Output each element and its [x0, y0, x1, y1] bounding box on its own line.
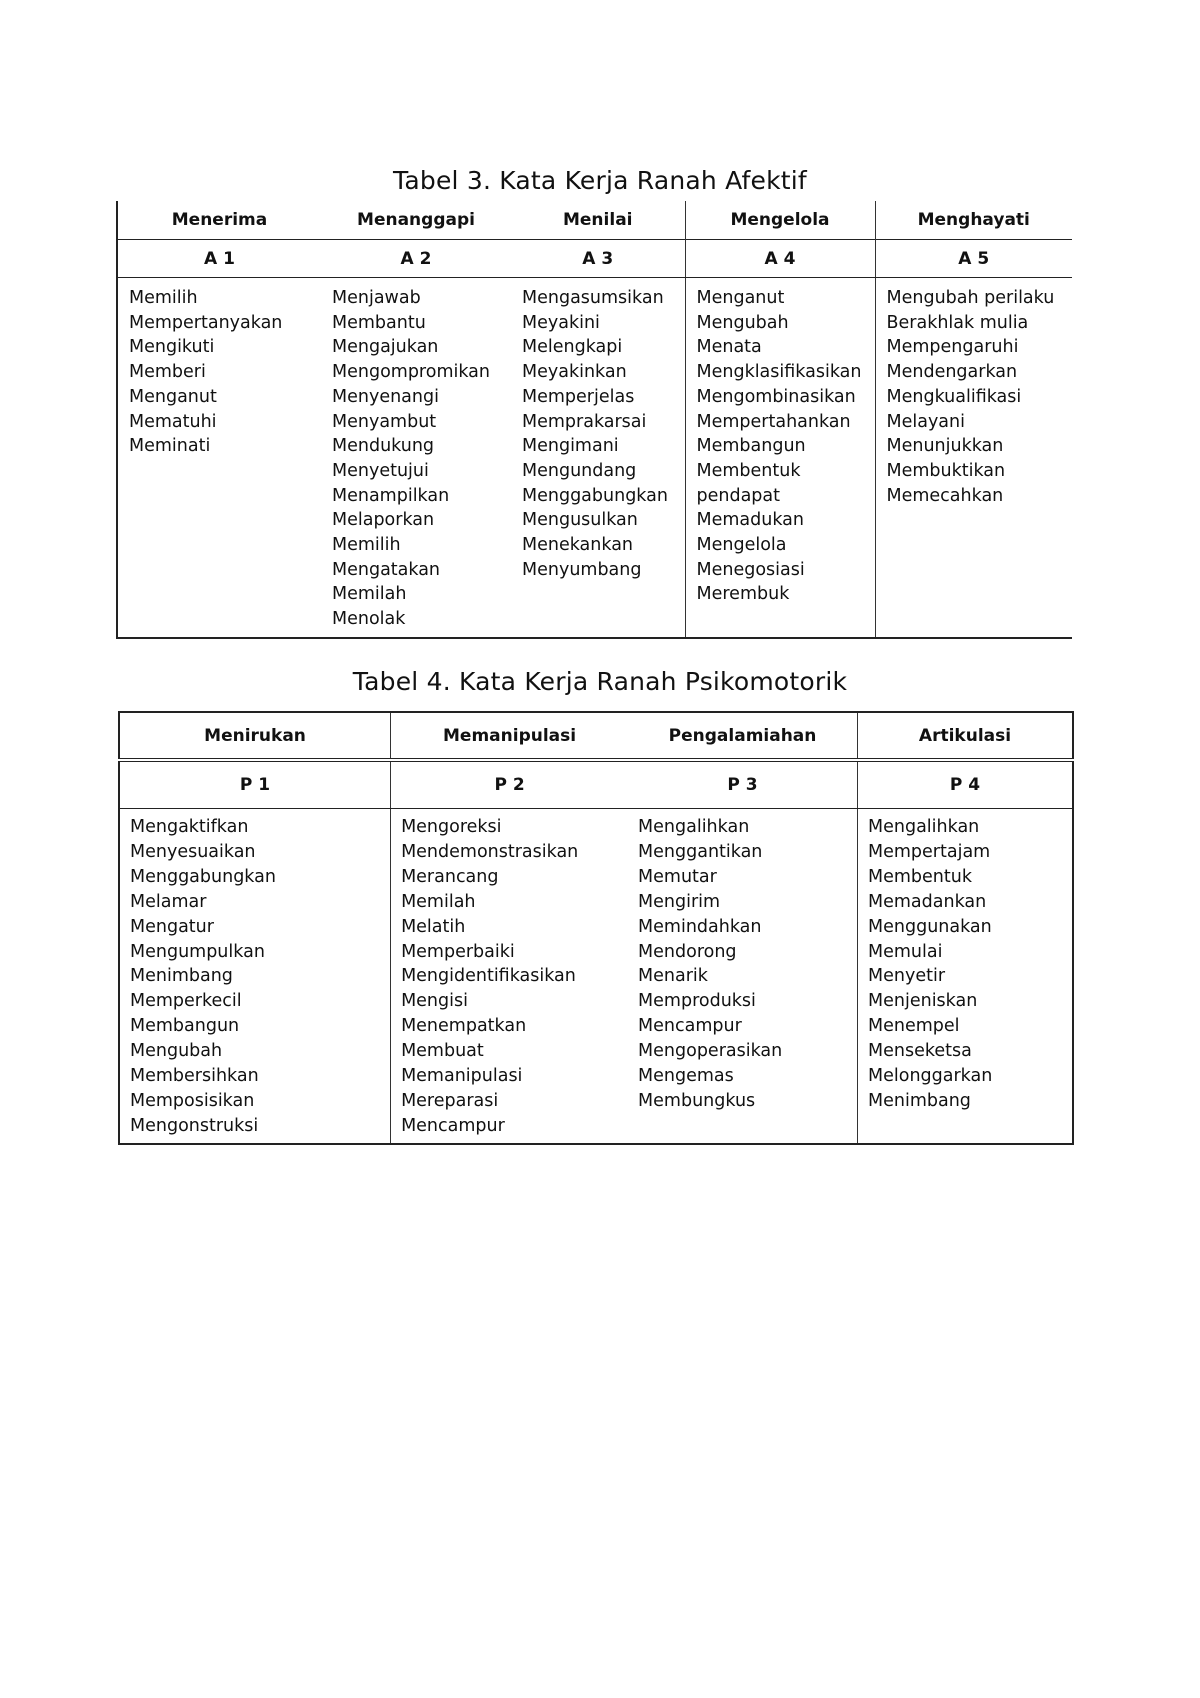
affective-verbs-table: [116, 201, 1072, 639]
verb-item: Melamar: [130, 891, 207, 912]
verb-item: Mempertajam: [868, 841, 991, 862]
table3-word-list: [332, 286, 511, 632]
table4-words-row: [119, 809, 1073, 1145]
table3-header-cell: Menghayati: [917, 210, 1030, 230]
table3-word-list: [887, 286, 1073, 508]
verb-item: Memperjelas: [522, 386, 635, 407]
verb-item: Menarik: [638, 966, 708, 987]
verb-item: Mengoreksi: [401, 817, 502, 837]
verb-item: Mengusulkan: [522, 510, 638, 531]
verb-item: Meyakinkan: [522, 362, 627, 383]
table3-words-row: [117, 278, 1072, 639]
verb-item: Menseketsa: [868, 1041, 972, 1062]
table4-word-list: [638, 815, 857, 1114]
table3-word-list: [522, 286, 685, 582]
verb-item: Mencampur: [638, 1016, 742, 1037]
verb-item: Merancang: [401, 866, 499, 887]
table3-header-cell: Menerima: [117, 201, 321, 240]
table3-code-cell: A 4: [685, 240, 875, 278]
table3-header-cell: Mengelola: [685, 201, 875, 240]
table4-code-cell: P 3: [628, 760, 857, 809]
verb-item: Mendorong: [638, 941, 737, 962]
verb-item: Mengaktifkan: [130, 817, 249, 837]
verb-item: Menempel: [868, 1016, 960, 1037]
verb-item: Membentuk: [868, 866, 972, 887]
table4-title: Tabel 4. Kata Kerja Ranah Psikomotorik: [352, 667, 848, 696]
table3-code-cell: A 2: [321, 240, 511, 278]
verb-item: Mendengarkan: [886, 362, 1018, 383]
verb-item: Memecahkan: [886, 485, 1004, 506]
verb-item: Menimbang: [130, 966, 233, 987]
verb-item: Meyakini: [522, 312, 600, 333]
verb-item: Membangun: [130, 1016, 240, 1037]
verb-item: Mengompromikan: [332, 362, 490, 383]
table3-code-cell: A 5: [875, 240, 1072, 278]
verb-item: Mengumpulkan: [130, 941, 265, 962]
psychomotor-verbs-table: [118, 711, 1074, 1145]
verb-item: Memilah: [401, 891, 476, 912]
verb-item: Menolak: [332, 609, 406, 630]
table3-code-row: [117, 240, 1072, 278]
table4-header-cell: Menirukan: [119, 712, 391, 760]
verb-item: Membersihkan: [130, 1066, 259, 1087]
table3-header-cell: Menilai: [511, 201, 685, 240]
verb-item: Mengasumsikan: [522, 288, 664, 308]
verb-item: Menegosiasi: [696, 559, 805, 580]
verb-item: Merembuk: [696, 584, 790, 605]
table4-header-cell: Memanipulasi: [391, 712, 628, 760]
verb-item: Memilih: [129, 288, 198, 308]
verb-item: Mengisi: [401, 991, 468, 1012]
verb-item: Mengklasifikasikan: [696, 362, 862, 383]
table4-header-cell: Artikulasi: [858, 712, 1073, 760]
table3-header-cell: Menanggapi: [357, 210, 475, 230]
verb-item: Mengundang: [522, 460, 637, 481]
verb-item: Melaporkan: [332, 510, 435, 531]
verb-item: Menggantikan: [638, 841, 763, 862]
verb-item: Mengalihkan: [638, 817, 750, 837]
verb-item: Membungkus: [638, 1090, 756, 1111]
table3-code-cell: A 3: [511, 240, 685, 278]
verb-item: pendapat: [696, 485, 780, 506]
table4-header-row: [119, 712, 1073, 760]
verb-item: Mengubah: [696, 312, 789, 333]
verb-item: Mengkualifikasi: [886, 386, 1022, 407]
verb-item: Mengimani: [522, 436, 619, 457]
verb-item: Memperbaiki: [401, 941, 515, 962]
verb-item: Memulai: [868, 941, 943, 962]
table4-code-cell: P 1: [119, 760, 391, 809]
verb-item: Membantu: [332, 312, 426, 333]
verb-item: Mengirim: [638, 891, 721, 912]
verb-item: Memperkecil: [130, 991, 242, 1012]
verb-item: Menata: [696, 337, 762, 358]
verb-item: Memilih: [332, 535, 401, 556]
table4-code-cell: P 4: [858, 760, 1073, 809]
table3-title: Tabel 3. Kata Kerja Ranah Afektif: [393, 166, 807, 195]
verb-item: Menganut: [696, 288, 785, 308]
table4-code-row: [119, 760, 1073, 809]
verb-item: Mempertahankan: [696, 411, 851, 432]
verb-item: Mengubah perilaku: [886, 288, 1055, 308]
verb-item: Menyumbang: [522, 559, 642, 580]
verb-item: Mengajukan: [332, 337, 439, 358]
verb-item: Membuktikan: [886, 460, 1006, 481]
verb-item: Mengatakan: [332, 559, 441, 580]
verb-item: Memadankan: [868, 891, 987, 912]
verb-item: Mencampur: [401, 1115, 505, 1136]
verb-item: Mengemas: [638, 1066, 734, 1087]
verb-item: Menganut: [129, 386, 217, 407]
verb-item: Memadukan: [696, 510, 804, 531]
table4-word-list: [401, 815, 628, 1139]
verb-item: Menggabungkan: [522, 485, 668, 506]
verb-item: Melengkapi: [522, 337, 623, 358]
verb-item: Mereparasi: [401, 1090, 499, 1111]
verb-item: Menjawab: [332, 288, 421, 308]
verb-item: Menyenangi: [332, 386, 439, 407]
verb-item: Menggunakan: [868, 916, 992, 937]
verb-item: Membangun: [696, 436, 806, 457]
verb-item: Mengalihkan: [868, 817, 980, 837]
verb-item: Mengoperasikan: [638, 1041, 783, 1062]
table3-word-list: [697, 286, 875, 607]
verb-item: Mengidentifikasikan: [401, 966, 576, 987]
verb-item: Menimbang: [868, 1090, 971, 1111]
table4-word-list: [868, 815, 1072, 1114]
verb-item: Membentuk: [696, 460, 801, 481]
verb-item: Meminati: [129, 436, 211, 457]
verb-item: Memprakarsai: [522, 411, 647, 432]
verb-item: Menampilkan: [332, 485, 450, 506]
verb-item: Membuat: [401, 1041, 484, 1062]
verb-item: Memutar: [638, 866, 717, 887]
verb-item: Mendukung: [332, 436, 435, 457]
verb-item: Menjeniskan: [868, 991, 978, 1012]
verb-item: Mendemonstrasikan: [401, 841, 579, 862]
verb-item: Menempatkan: [401, 1016, 527, 1037]
table4-word-list: [130, 815, 390, 1139]
verb-item: Memposisikan: [130, 1090, 255, 1111]
verb-item: Menyetir: [868, 966, 946, 987]
verb-item: Mengatur: [130, 916, 214, 937]
verb-item: Memproduksi: [638, 991, 756, 1012]
table3-header-row: [117, 201, 1072, 240]
verb-item: Melatih: [401, 916, 466, 937]
verb-item: Memindahkan: [638, 916, 762, 937]
verb-item: Mempengaruhi: [886, 337, 1019, 358]
verb-item: Mengubah: [130, 1041, 223, 1062]
verb-item: Menunjukkan: [886, 436, 1004, 457]
verb-item: Mengikuti: [129, 337, 215, 358]
verb-item: Melayani: [886, 411, 965, 432]
verb-item: Mengelola: [696, 535, 787, 556]
verb-item: Menyambut: [332, 411, 437, 432]
table4-header-cell: Pengalamiahan: [628, 712, 857, 760]
verb-item: Mengombinasikan: [696, 386, 856, 407]
verb-item: Memilah: [332, 584, 407, 605]
verb-item: Menggabungkan: [130, 866, 276, 887]
verb-item: Mengonstruksi: [130, 1115, 259, 1136]
verb-item: Mempertanyakan: [129, 312, 283, 333]
table3-code-cell: A 1: [117, 240, 321, 278]
verb-item: Menekankan: [522, 535, 634, 556]
verb-item: Melonggarkan: [868, 1066, 993, 1087]
table4-code-cell: P 2: [391, 760, 628, 809]
verb-item: Memanipulasi: [401, 1066, 523, 1087]
verb-item: Berakhlak mulia: [886, 312, 1029, 333]
table3-word-list: [129, 286, 321, 459]
verb-item: Memberi: [129, 362, 206, 383]
verb-item: Menyetujui: [332, 460, 429, 481]
verb-item: Mematuhi: [129, 411, 217, 432]
verb-item: Menyesuaikan: [130, 841, 256, 862]
